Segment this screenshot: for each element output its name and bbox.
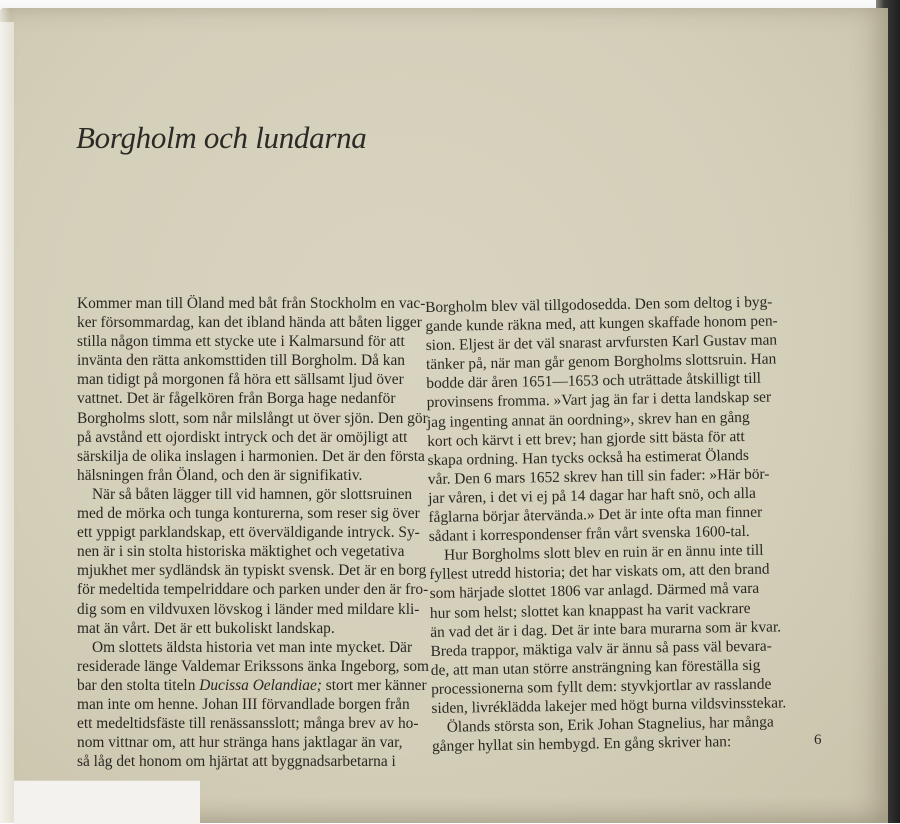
text-line: invänta den rätta ankomsttiden till Borgholm. Då kan <box>77 352 405 370</box>
page-left-edge <box>0 22 14 823</box>
text-line: hur som helst; slottet kan knappast ha varit vackrare <box>429 599 751 622</box>
text-line: jar våren, i det vi ej på 14 dagar har haft snö, och alla <box>428 484 757 507</box>
text-line <box>77 676 427 695</box>
text-line: ett yppigt parklandskap, ett överväldigande intryck. Sy- <box>77 524 420 542</box>
text-line: ett medeltidsfäste till renässansslott; många brev av ho- <box>77 715 419 733</box>
text-line: skapa ordning. Han tycks också ha estimerat Ölands <box>427 446 750 469</box>
text-line: särskilja de olika inslagen i harmonien. Det är den första <box>77 447 425 465</box>
text-line: för medeltida tempelriddare och parken under den är fro- <box>77 581 429 599</box>
text-line: mjukhet mer sydländsk än typiskt svensk. Det är en borg <box>77 562 427 580</box>
text-line: Hur Borgholms slott blev en ruin är en ännu inte till <box>443 541 764 564</box>
text-line: man inte om henne. Johan III förvandlade borgen från <box>77 695 410 713</box>
text-line: vår. Den 6 mars 1652 skrev han till sin fader: »Här bör- <box>427 465 770 488</box>
text-line: ker försommardag, kan det ibland hända att båten ligger <box>77 314 422 332</box>
text-line: Breda trappor, mäktiga valv är ännu så pass väl bevara- <box>430 637 772 660</box>
text-line: nen är i sin stolta historiska mäktighet och vegetativa <box>77 543 405 561</box>
text-line: än vad det är i dag. Det är inte bara murarna som är kvar. <box>430 618 782 641</box>
text-column-right <box>425 292 787 756</box>
text-line: processionerna som fyllt dem: styvkjortlar av rasslande <box>431 675 772 698</box>
text-line: hälsningen från Öland, och den är signifikativ. <box>77 466 363 484</box>
text-line: de, att man utan större ansträngning kan föreställa sig <box>430 656 761 679</box>
text-line: sion. Eljest är det väl snarast arvfursten Karl Gustav man <box>425 331 778 355</box>
text-line: Om slottets äldsta historia vet man inte mycket. Där <box>92 638 413 656</box>
text-line: fyllest utredd historia; det har viskats om, att den brand <box>429 560 770 584</box>
text-line: gånger hyllat sin hembygd. En gång skriver han: <box>431 733 732 756</box>
text-line: Kommer man till Öland med båt från Stockholm en vac- <box>77 295 426 312</box>
text-line: provinsens fromma. »Vart jag än far i detta landskap ser <box>426 389 772 412</box>
page-number: 6 <box>814 732 822 748</box>
text-line: bodde där åren 1651—1653 och uträttade åtskilligt till <box>426 370 762 393</box>
text-line: som härjade slottet 1806 var anlagd. Därmed må vara <box>429 580 760 603</box>
text-line: Ölands största son, Erik Johan Stagnelius, har många <box>446 713 774 736</box>
text-line: nom vittnar om, att hur stränga hans jaktlagar än var, <box>77 734 403 752</box>
text-line: kort och kärvt i ett brev; han gjorde sitt bästa för att <box>427 427 745 450</box>
text-line: siden, livréklädda lakejer med högt burna vildsvinsstekar. <box>431 694 787 717</box>
text-line: mat än vårt. Det är ett bukoliskt landskap. <box>77 619 335 637</box>
text-line: stilla någon timma ett stycke ute i Kalmarsund för att <box>77 333 405 351</box>
chapter-title: Borgholm och lundarna <box>76 120 367 155</box>
text-line: på avstånd ett ojordiskt intryck och det är omöjligt att <box>77 428 408 446</box>
text-line: med de mörka och tunga konturerna, som reser sig över <box>77 505 420 523</box>
text-line: vattnet. Det är fågelkören från Borga hage nedanför <box>77 390 396 408</box>
italic-title: Ducissa Oelandiae; <box>199 676 322 694</box>
text-column-left <box>77 294 430 771</box>
text-line: gande kunde räkna med, att kungen skaffade honom pen- <box>425 312 778 336</box>
text-line: man tidigt på morgonen få höra ett sällsamt ljud över <box>77 371 404 389</box>
text-line: fåglarna börjar återvända.» Det är inte ofta man finner <box>428 503 763 527</box>
text-line: residerade länge Valdemar Erikssons änka Ingeborg, som <box>77 657 430 675</box>
text-line: Borgholm blev väl tillgodosedda. Den som deltog i byg- <box>425 293 773 316</box>
text-segment: bar den stolta titeln <box>77 676 200 694</box>
text-line: Borgholms slott, som når milslångt ut över sjön. Den gör <box>77 409 428 427</box>
text-line: så låg det honom om hjärtat att byggnadsarbetarna i <box>77 753 396 771</box>
text-line: tänker på, när man går genom Borgholms slottsruin. Han <box>425 350 777 374</box>
text-segment: stort mer känner <box>321 676 427 694</box>
text-line: dig som en vildvuxen lövskog i länder med mildare kli- <box>77 600 420 618</box>
text-line: När så båten lägger till vid hamnen, gör slottsruinen <box>92 485 413 503</box>
text-line: jag ingenting annat än oordning», skrev han en gång <box>426 408 750 431</box>
paper-slip <box>14 780 200 824</box>
text-line: sådant i korrespondenser från vårt svenska 1600-tal. <box>428 523 750 546</box>
